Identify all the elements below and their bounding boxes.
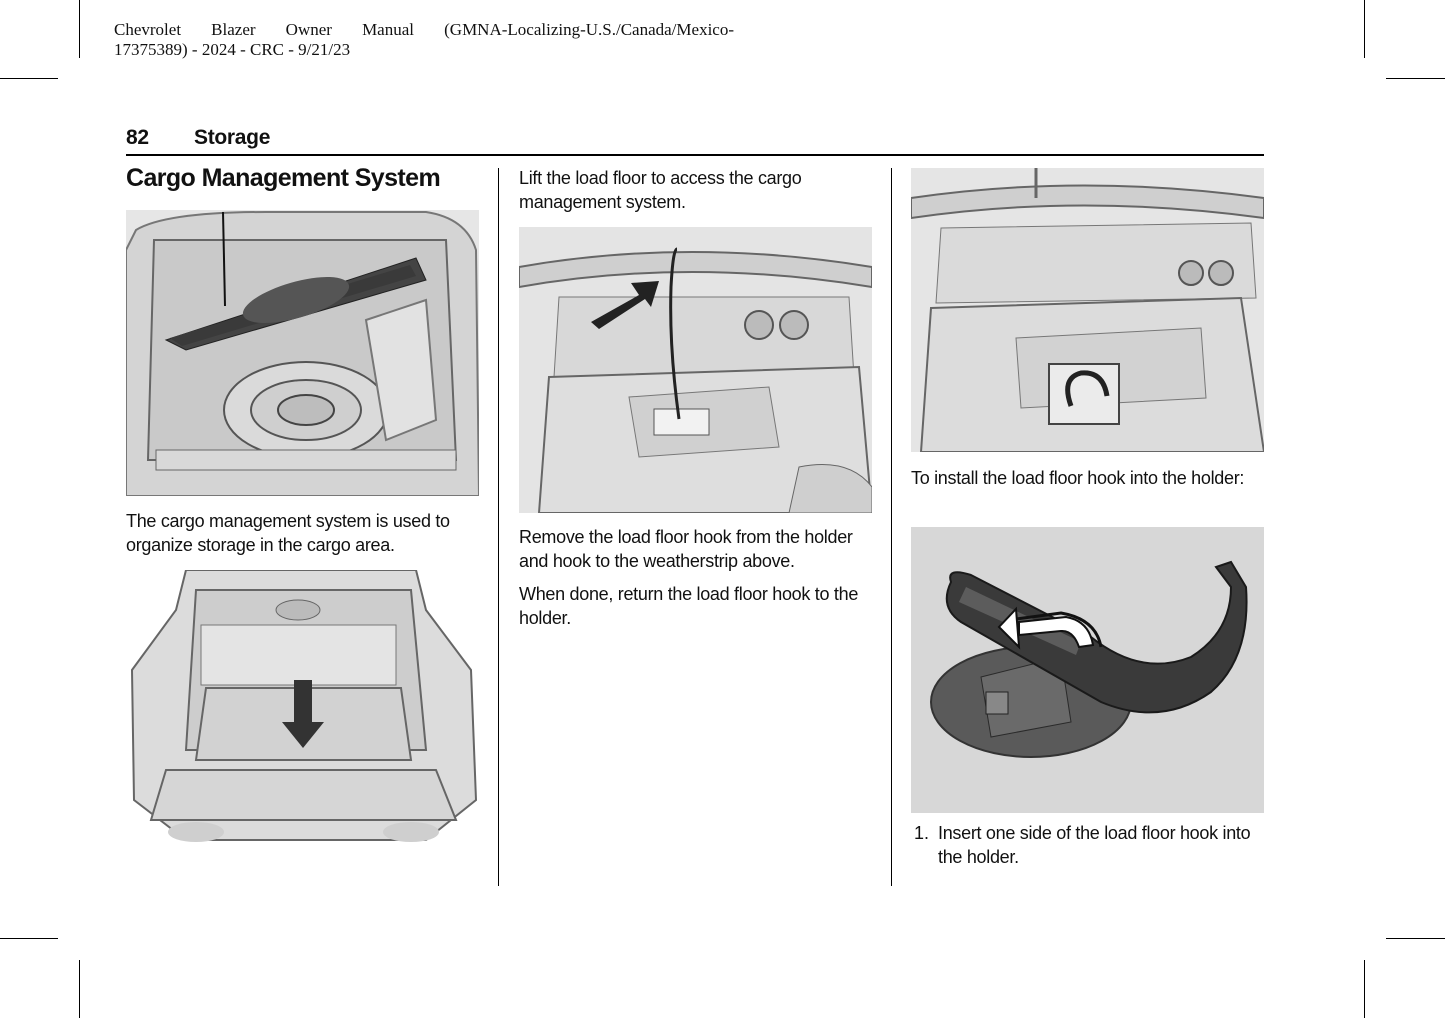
- paragraph: Lift the load floor to access the cargo management system.: [519, 168, 802, 212]
- document-meta: [114, 20, 734, 60]
- figure-cargo-spare-tire: [126, 210, 479, 496]
- figure-vehicle-rear-open-liftgate: [126, 570, 479, 856]
- step-number: 1.: [914, 823, 930, 843]
- cargo-spare-tire-illustration: [126, 210, 479, 496]
- crop-mark: [1386, 938, 1445, 939]
- paragraph: Remove the load floor hook from the holder and hook to the weatherstrip above.: [519, 527, 853, 571]
- crop-mark: [1386, 78, 1445, 79]
- document-meta-line: Chevrolet Blazer Owner Manual (GMNA-Localizing-U.S./Canada/Mexico-: [114, 20, 734, 39]
- crop-mark: [1364, 960, 1365, 1018]
- crop-mark: [0, 938, 58, 939]
- crop-mark: [1364, 0, 1365, 58]
- column-divider: [498, 168, 499, 886]
- vehicle-rear-illustration: [126, 570, 479, 856]
- paragraph: When done, return the load floor hook to the holder.: [519, 584, 859, 628]
- crop-mark: [0, 78, 58, 79]
- document-meta-line: 17375389) - 2024 - CRC - 9/21/23: [114, 40, 351, 59]
- running-head: [126, 124, 1264, 156]
- step-text: Insert one side of the load floor hook into the holder.: [938, 823, 1251, 867]
- paragraph: The cargo management system is used to organize storage in the cargo area.: [126, 511, 450, 555]
- paragraph: To install the load floor hook into the holder:: [911, 468, 1245, 488]
- hook-holder-illustration: [911, 168, 1264, 452]
- section-title: Cargo Management System: [126, 164, 441, 192]
- crop-mark: [79, 0, 80, 58]
- crop-mark: [79, 960, 80, 1018]
- page-number: 82: [126, 126, 149, 149]
- column-divider: [891, 168, 892, 886]
- section-name: Storage: [194, 126, 271, 149]
- hook-insert-illustration: [911, 527, 1264, 813]
- figure-hook-to-weatherstrip: [519, 227, 872, 513]
- figure-hook-in-holder: [911, 168, 1264, 452]
- hook-weatherstrip-illustration: [519, 227, 872, 513]
- figure-insert-hook-into-holder: [911, 527, 1264, 813]
